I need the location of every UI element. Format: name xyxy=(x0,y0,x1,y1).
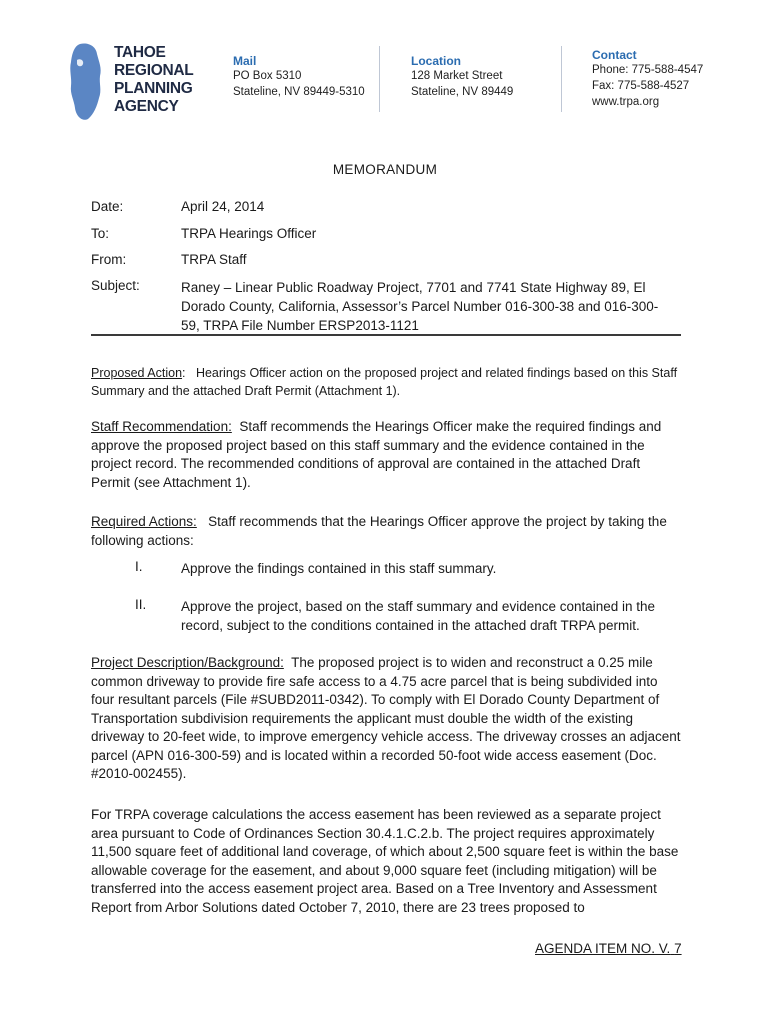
org-line: REGIONAL xyxy=(114,62,194,79)
org-line: PLANNING xyxy=(114,80,193,97)
contact-block xyxy=(592,48,703,110)
action-item: Approve the project, based on the staff summary and evidence contained in the record, subject to the conditions contained in the attached draft TRPA permit. xyxy=(181,599,656,633)
contact-web[interactable]: www.trpa.org xyxy=(592,96,660,108)
date-value: April 24, 2014 xyxy=(181,199,265,214)
subject-label: Subject: xyxy=(91,278,140,293)
location-line1: 128 Market Street xyxy=(411,70,503,82)
agenda-label: AGENDA ITEM NO. V. xyxy=(535,941,671,956)
action-item: Approve the findings contained in this staff summary. xyxy=(181,561,497,576)
mail-block xyxy=(233,54,365,100)
mail-heading: Mail xyxy=(233,54,257,68)
to-label: To: xyxy=(91,226,110,241)
action-number: II. xyxy=(135,597,147,612)
contact-heading: Contact xyxy=(592,48,637,62)
subject-value: Raney – Linear Public Roadway Project, 7701 and 7741 State Highway 89, El Dorado County, California, Assessor’s Parcel Number 016-300-38 and 016-300-59, TRPA File Number ERSP2013-1121 xyxy=(181,280,659,333)
date-label: Date: xyxy=(91,199,124,214)
from-value: TRPA Staff xyxy=(181,252,247,267)
staff-recommendation-heading: Staff Recommendation: xyxy=(91,419,232,434)
lake-tahoe-icon xyxy=(66,42,116,122)
from-label: From: xyxy=(91,252,127,267)
staff-recommendation-text: Staff recommends the Hearings Officer make the required findings and approve the proposed project based on this staff summary and the evidence contained in the project record. The recommended conditions of approval are contained in the attached Draft Permit (see Attachment 1). xyxy=(91,419,662,490)
location-block xyxy=(411,54,513,100)
memo-title: MEMORANDUM xyxy=(332,162,438,177)
required-actions-text: Staff recommends that the Hearings Officer approve the project by taking the following actions: xyxy=(91,514,667,548)
location-line2: Stateline, NV 89449 xyxy=(411,86,514,98)
divider xyxy=(561,46,562,112)
proposed-action-heading: Proposed Action xyxy=(91,366,183,380)
proposed-action-text: Hearings Officer action on the proposed project and related findings based on this Staff Summary and the attached Draft Permit (Attachment 1). xyxy=(91,366,678,398)
project-description-heading: Project Description/Background: xyxy=(91,655,284,670)
org-name xyxy=(114,44,193,116)
coverage-paragraph: For TRPA coverage calculations the access easement has been reviewed as a separate project area pursuant to Code of Ordinances Section 30.4.1.C.2.b. The project requires approximately 11,500 square feet of additional land coverage, of which about 2,500 square feet is within the base allowable coverage for the easement, and about 9,000 square feet (including mitigation) will be transferred into the access easement project area. Based on a Tree Inventory and Assessment Report from Arbor Solutions dated October 7, 2010, there are 23 trees proposed to xyxy=(91,807,679,915)
header-rule xyxy=(91,334,681,336)
contact-phone: Phone: 775-588-4547 xyxy=(592,64,704,76)
org-line: AGENCY xyxy=(114,98,179,115)
agenda-suffix: 7 xyxy=(674,941,682,956)
required-actions-paragraph xyxy=(91,513,681,550)
project-description-paragraph xyxy=(91,654,681,784)
contact-fax: Fax: 775-588-4527 xyxy=(592,80,690,92)
proposed-action-colon: : xyxy=(182,366,186,380)
divider xyxy=(379,46,380,112)
required-actions-heading: Required Actions: xyxy=(91,514,197,529)
staff-recommendation-paragraph xyxy=(91,418,681,492)
to-value: TRPA Hearings Officer xyxy=(181,226,317,241)
agenda-item xyxy=(535,941,682,956)
location-heading: Location xyxy=(411,54,461,68)
mail-line2: Stateline, NV 89449-5310 xyxy=(233,86,365,98)
org-line: TAHOE xyxy=(114,44,166,61)
proposed-action-paragraph xyxy=(91,364,681,400)
mail-line1: PO Box 5310 xyxy=(233,70,302,82)
action-number: I. xyxy=(135,559,143,574)
project-description-text: The proposed project is to widen and reconstruct a 0.25 mile common driveway to provide fire safe access to a 4.75 acre parcel that is being subdivided into four resultant parcels (File #SUBD2011-0342). To comply with El Dorado County Department of Transportation subdivision requirements the applicant must double the width of the existing driveway to 20-feet wide, to improve emergency vehicle access. The driveway crosses an adjacent parcel (APN 016-300-59) and is located within a recorded 50-foot wide access easement (Doc. #2010-002455). xyxy=(91,655,681,781)
